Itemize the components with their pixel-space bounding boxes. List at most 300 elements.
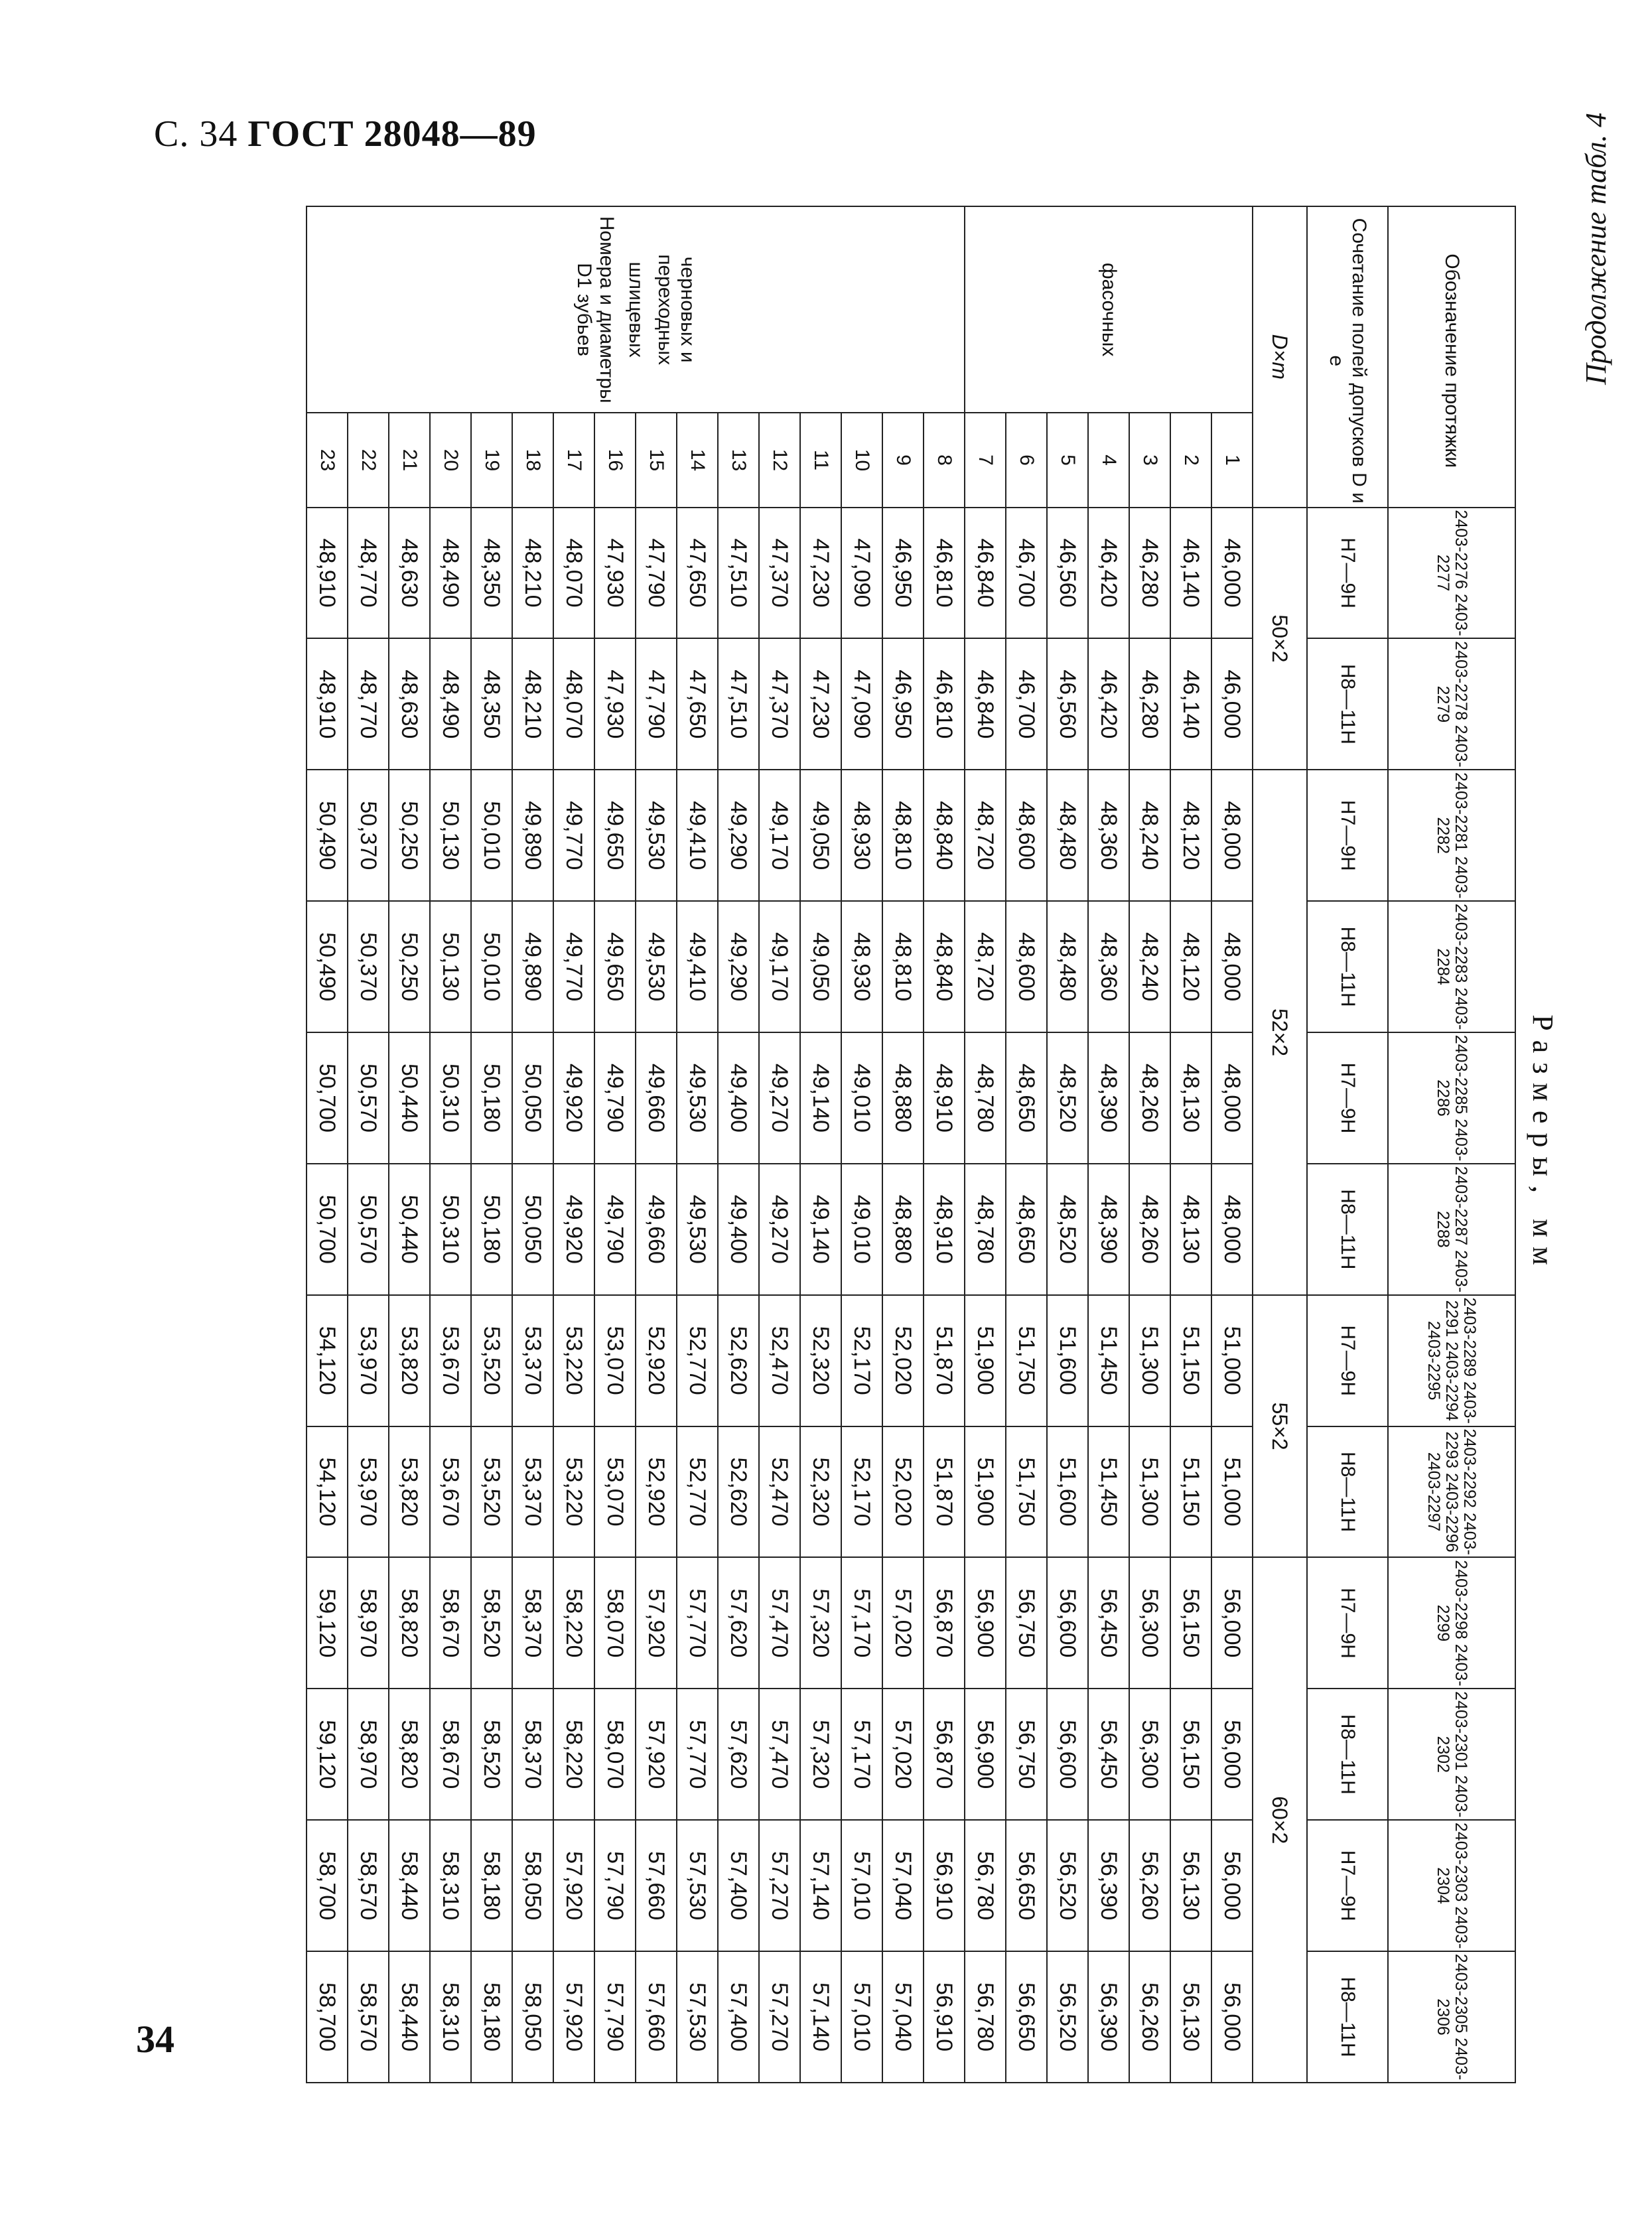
value-cell: 52,320 [800,1426,841,1558]
row-number: 1 [1211,413,1253,507]
value-cell: 52,170 [841,1426,882,1558]
value-cell: 48,780 [965,1164,1006,1295]
value-cell: 58,370 [512,1689,553,1820]
value-cell: 56,260 [1129,1820,1170,1951]
value-cell: 56,910 [924,1951,965,2083]
code-cell: 2403-2285 2403-2286 [1388,1032,1515,1164]
value-cell: 56,390 [1088,1820,1129,1951]
value-cell: 48,260 [1129,1164,1170,1295]
group-label-rough-text: черновых и переходных [654,254,699,366]
value-cell: 47,230 [800,638,841,770]
value-cell: 58,520 [471,1689,512,1820]
code-cell: 2403-2292 2403-2293 2403-2296 2403-2297 [1388,1426,1515,1558]
value-cell: 48,070 [553,508,594,639]
value-cell: 48,880 [882,1032,924,1164]
table-row [636,206,677,2083]
value-cell: 48,120 [1170,901,1211,1032]
value-cell: 49,530 [677,1164,718,1295]
value-cell: 58,070 [594,1557,636,1689]
table-row [1088,206,1129,2083]
value-cell: 50,180 [471,1032,512,1164]
value-cell: 57,140 [800,1951,841,2083]
value-cell: 51,900 [965,1426,1006,1558]
value-cell: 56,450 [1088,1689,1129,1820]
value-cell: 48,360 [1088,770,1129,901]
value-cell: 56,450 [1088,1557,1129,1689]
value-cell: 53,520 [471,1295,512,1426]
row-number: 7 [965,413,1006,507]
tol-cell: H7—9H [1307,1557,1388,1689]
value-cell: 53,820 [389,1295,430,1426]
value-cell: 50,180 [471,1164,512,1295]
value-cell: 56,300 [1129,1689,1170,1820]
value-cell: 56,900 [965,1689,1006,1820]
value-cell: 57,020 [882,1557,924,1689]
value-cell: 46,420 [1088,638,1129,770]
table-row [677,206,718,2083]
value-cell: 47,650 [677,508,718,639]
value-cell: 48,910 [924,1032,965,1164]
value-cell: 48,630 [389,508,430,639]
value-cell: 49,650 [594,770,636,901]
header-doc: ГОСТ 28048—89 [247,113,537,155]
value-cell: 48,350 [471,638,512,770]
value-cell: 46,840 [965,508,1006,639]
value-cell: 58,180 [471,1820,512,1951]
table-row [307,206,348,2083]
row-number: 23 [307,413,348,507]
table-row [1006,206,1047,2083]
value-cell: 57,790 [594,1951,636,2083]
table-row [512,206,553,2083]
value-cell: 51,150 [1170,1426,1211,1558]
value-cell: 48,720 [965,770,1006,901]
value-cell: 48,810 [882,901,924,1032]
group-label-spline-text: шлицевых [625,261,647,358]
code-cell: 2403-2305 2403-2306 [1388,1951,1515,2083]
value-cell: 58,570 [348,1951,389,2083]
row-number: 18 [512,413,553,507]
value-cell: 48,840 [924,901,965,1032]
group-label-main-text: Номера и диаметры D1 зубьев [573,216,618,403]
value-cell: 57,790 [594,1820,636,1951]
page-number: 34 [136,2018,174,2061]
value-cell: 49,010 [841,1164,882,1295]
value-cell: 48,600 [1006,901,1047,1032]
value-cell: 47,790 [636,508,677,639]
value-cell: 59,120 [307,1557,348,1689]
code-cell: 2403-2303 2403-2304 [1388,1820,1515,1951]
value-cell: 48,390 [1088,1164,1129,1295]
value-cell: 49,170 [759,901,800,1032]
rotated-table-area [199,206,1569,2083]
value-cell: 58,220 [553,1689,594,1820]
row-number: 22 [348,413,389,507]
value-cell: 53,220 [553,1426,594,1558]
value-cell: 48,210 [512,638,553,770]
value-cell: 49,770 [553,901,594,1032]
value-cell: 47,930 [594,638,636,770]
value-cell: 49,290 [718,770,759,901]
value-cell: 51,450 [1088,1426,1129,1558]
value-cell: 52,320 [800,1295,841,1426]
value-cell: 46,140 [1170,508,1211,639]
group-label-chamfer: фасочных [965,206,1253,413]
value-cell: 57,770 [677,1557,718,1689]
value-cell: 52,620 [718,1295,759,1426]
value-cell: 57,770 [677,1689,718,1820]
size-cell: 55×2 [1253,1295,1307,1558]
value-cell: 49,050 [800,770,841,901]
value-cell: 53,520 [471,1426,512,1558]
value-cell: 48,720 [965,901,1006,1032]
value-cell: 48,350 [471,508,512,639]
tol-cell: H8—11H [1307,1689,1388,1820]
value-cell: 50,130 [430,901,471,1032]
row-number: 14 [677,413,718,507]
value-cell: 57,470 [759,1557,800,1689]
value-cell: 46,280 [1129,638,1170,770]
size-cell: 60×2 [1253,1557,1307,2083]
value-cell: 56,870 [924,1689,965,1820]
value-cell: 57,040 [882,1820,924,1951]
value-cell: 56,130 [1170,1951,1211,2083]
value-cell: 51,000 [1211,1426,1253,1558]
value-cell: 49,270 [759,1164,800,1295]
value-cell: 50,570 [348,1032,389,1164]
value-cell: 57,920 [636,1557,677,1689]
value-cell: 58,570 [348,1820,389,1951]
value-cell: 57,620 [718,1557,759,1689]
value-cell: 49,290 [718,901,759,1032]
value-cell: 46,140 [1170,638,1211,770]
value-cell: 48,910 [307,508,348,639]
value-cell: 50,490 [307,901,348,1032]
value-cell: 48,000 [1211,1164,1253,1295]
value-cell: 58,220 [553,1557,594,1689]
value-cell: 56,520 [1047,1951,1088,2083]
code-cell: 2403-2278 2403-2279 [1388,638,1515,770]
value-cell: 58,070 [594,1689,636,1820]
value-cell: 52,470 [759,1295,800,1426]
value-cell: 50,050 [512,1164,553,1295]
table-row [965,206,1006,2083]
value-cell: 49,890 [512,901,553,1032]
value-cell: 47,510 [718,638,759,770]
value-cell: 56,390 [1088,1951,1129,2083]
tolerance-row [1307,206,1388,2083]
value-cell: 49,410 [677,901,718,1032]
row-number: 12 [759,413,800,507]
value-cell: 51,300 [1129,1426,1170,1558]
value-cell: 48,520 [1047,1164,1088,1295]
value-cell: 53,220 [553,1295,594,1426]
value-cell: 47,930 [594,508,636,639]
value-cell: 58,520 [471,1557,512,1689]
value-cell: 48,390 [1088,1032,1129,1164]
value-cell: 56,130 [1170,1820,1211,1951]
value-cell: 50,310 [430,1164,471,1295]
value-cell: 56,000 [1211,1689,1253,1820]
value-cell: 56,300 [1129,1557,1170,1689]
value-cell: 51,870 [924,1426,965,1558]
value-cell: 58,970 [348,1557,389,1689]
value-cell: 49,530 [636,770,677,901]
value-cell: 48,630 [389,638,430,770]
value-cell: 58,050 [512,1820,553,1951]
value-cell: 57,270 [759,1951,800,2083]
value-cell: 51,000 [1211,1295,1253,1426]
row-number: 4 [1088,413,1129,507]
value-cell: 58,370 [512,1557,553,1689]
value-cell: 57,010 [841,1951,882,2083]
value-cell: 49,890 [512,770,553,901]
value-cell: 51,600 [1047,1295,1088,1426]
row-number: 8 [924,413,965,507]
value-cell: 49,140 [800,1032,841,1164]
value-cell: 53,670 [430,1426,471,1558]
table-row [882,206,924,2083]
value-cell: 49,530 [677,1032,718,1164]
value-cell: 51,150 [1170,1295,1211,1426]
value-cell: 48,130 [1170,1164,1211,1295]
tol-cell: H8—11H [1307,638,1388,770]
value-cell: 58,440 [389,1951,430,2083]
sizes-table [306,206,1516,2083]
row-number: 19 [471,413,512,507]
tol-cell: H8—11H [1307,1951,1388,2083]
value-cell: 50,010 [471,770,512,901]
code-cell: 2403-2281 2403-2282 [1388,770,1515,901]
value-cell: 50,250 [389,901,430,1032]
row-number: 16 [594,413,636,507]
value-cell: 50,490 [307,770,348,901]
table-row [348,206,389,2083]
value-cell: 57,920 [636,1689,677,1820]
value-cell: 56,000 [1211,1951,1253,2083]
value-cell: 46,810 [924,508,965,639]
value-cell: 53,370 [512,1426,553,1558]
value-cell: 47,510 [718,508,759,639]
value-cell: 46,560 [1047,508,1088,639]
table-row [594,206,636,2083]
value-cell: 46,000 [1211,508,1253,639]
value-cell: 58,700 [307,1820,348,1951]
tol-cell: H7—9H [1307,1032,1388,1164]
value-cell: 51,900 [965,1295,1006,1426]
size-row [1253,206,1307,2083]
tol-cell: H7—9H [1307,1295,1388,1426]
value-cell: 57,530 [677,1820,718,1951]
row-number: 20 [430,413,471,507]
value-cell: 48,000 [1211,901,1253,1032]
value-cell: 51,750 [1006,1426,1047,1558]
value-cell: 51,870 [924,1295,965,1426]
value-cell: 57,170 [841,1557,882,1689]
value-cell: 53,970 [348,1295,389,1426]
code-cell: 2403-2287 2403-2288 [1388,1164,1515,1295]
value-cell: 56,150 [1170,1557,1211,1689]
value-cell: 56,600 [1047,1557,1088,1689]
value-cell: 56,780 [965,1820,1006,1951]
value-cell: 49,400 [718,1032,759,1164]
value-cell: 46,280 [1129,508,1170,639]
table-row [1129,206,1170,2083]
value-cell: 51,300 [1129,1295,1170,1426]
value-cell: 57,170 [841,1689,882,1820]
table-row [1047,206,1088,2083]
value-cell: 53,970 [348,1426,389,1558]
value-cell: 48,120 [1170,770,1211,901]
value-cell: 57,660 [636,1951,677,2083]
value-cell: 50,010 [471,901,512,1032]
value-cell: 52,620 [718,1426,759,1558]
value-cell: 47,790 [636,638,677,770]
value-cell: 57,270 [759,1820,800,1951]
row-number: 6 [1006,413,1047,507]
value-cell: 57,620 [718,1689,759,1820]
value-cell: 50,310 [430,1032,471,1164]
value-cell: 48,910 [924,1164,965,1295]
value-cell: 48,490 [430,638,471,770]
value-cell: 57,530 [677,1951,718,2083]
value-cell: 56,650 [1006,1951,1047,2083]
value-cell: 57,320 [800,1689,841,1820]
tol-cell: H7—9H [1307,770,1388,901]
value-cell: 46,840 [965,638,1006,770]
value-cell: 52,770 [677,1426,718,1558]
designation-row [1388,206,1515,2083]
value-cell: 48,260 [1129,1032,1170,1164]
value-cell: 49,770 [553,770,594,901]
value-cell: 47,370 [759,508,800,639]
table-row [841,206,882,2083]
value-cell: 56,260 [1129,1951,1170,2083]
value-cell: 46,000 [1211,638,1253,770]
value-cell: 50,370 [348,770,389,901]
value-cell: 49,140 [800,1164,841,1295]
value-cell: 51,600 [1047,1426,1088,1558]
value-cell: 49,170 [759,770,800,901]
value-cell: 50,700 [307,1164,348,1295]
value-cell: 48,000 [1211,770,1253,901]
size-cell: 50×2 [1253,508,1307,770]
value-cell: 58,050 [512,1951,553,2083]
value-cell: 56,750 [1006,1557,1047,1689]
code-cell: 2403-2289 2403-2291 2403-2294 2403-2295 [1388,1295,1515,1426]
value-cell: 56,600 [1047,1689,1088,1820]
table-row [471,206,512,2083]
value-cell: 50,440 [389,1032,430,1164]
value-cell: 46,420 [1088,508,1129,639]
value-cell: 46,560 [1047,638,1088,770]
value-cell: 49,530 [636,901,677,1032]
row-number: 9 [882,413,924,507]
designation-label: Обозначение протяжки [1388,206,1515,508]
value-cell: 58,820 [389,1689,430,1820]
code-cell: 2403-2301 2403-2302 [1388,1689,1515,1820]
value-cell: 48,650 [1006,1164,1047,1295]
value-cell: 52,170 [841,1295,882,1426]
value-cell: 54,120 [307,1426,348,1558]
dxm-label: D×m [1253,206,1307,508]
row-number: 11 [800,413,841,507]
table-row [718,206,759,2083]
value-cell: 48,130 [1170,1032,1211,1164]
table-body [307,206,1253,2083]
value-cell: 46,700 [1006,638,1047,770]
value-cell: 58,670 [430,1557,471,1689]
value-cell: 56,900 [965,1557,1006,1689]
tol-cell: H8—11H [1307,1426,1388,1558]
value-cell: 56,520 [1047,1820,1088,1951]
value-cell: 48,910 [307,638,348,770]
value-cell: 50,700 [307,1032,348,1164]
value-cell: 56,000 [1211,1820,1253,1951]
value-cell: 48,770 [348,508,389,639]
value-cell: 57,400 [718,1820,759,1951]
value-cell: 48,240 [1129,770,1170,901]
value-cell: 48,490 [430,508,471,639]
value-cell: 48,650 [1006,1032,1047,1164]
value-cell: 52,920 [636,1295,677,1426]
value-cell: 49,920 [553,1032,594,1164]
tol-cell: H8—11H [1307,1164,1388,1295]
value-cell: 52,920 [636,1426,677,1558]
value-cell: 58,820 [389,1557,430,1689]
row-number: 5 [1047,413,1088,507]
value-cell: 52,470 [759,1426,800,1558]
value-cell: 56,870 [924,1557,965,1689]
row-number: 10 [841,413,882,507]
table-row [800,206,841,2083]
row-number: 17 [553,413,594,507]
value-cell: 54,120 [307,1295,348,1426]
group-label-rough [307,206,965,413]
row-number: 2 [1170,413,1211,507]
value-cell: 57,470 [759,1689,800,1820]
row-number: 15 [636,413,677,507]
table-row [924,206,965,2083]
tol-cell: H7—9H [1307,1820,1388,1951]
value-cell: 52,020 [882,1295,924,1426]
value-cell: 57,400 [718,1951,759,2083]
value-cell: 57,920 [553,1951,594,2083]
value-cell: 58,970 [348,1689,389,1820]
value-cell: 47,090 [841,508,882,639]
value-cell: 47,090 [841,638,882,770]
value-cell: 49,410 [677,770,718,901]
value-cell: 53,670 [430,1295,471,1426]
value-cell: 48,520 [1047,1032,1088,1164]
value-cell: 48,480 [1047,901,1088,1032]
value-cell: 49,660 [636,1032,677,1164]
value-cell: 48,480 [1047,770,1088,901]
value-cell: 57,920 [553,1820,594,1951]
value-cell: 48,210 [512,508,553,639]
value-cell: 52,770 [677,1295,718,1426]
value-cell: 49,650 [594,901,636,1032]
value-cell: 50,440 [389,1164,430,1295]
tol-cell: H7—9H [1307,508,1388,639]
value-cell: 48,780 [965,1032,1006,1164]
value-cell: 49,270 [759,1032,800,1164]
value-cell: 49,050 [800,901,841,1032]
value-cell: 58,440 [389,1820,430,1951]
value-cell: 56,650 [1006,1820,1047,1951]
value-cell: 46,700 [1006,508,1047,639]
code-cell: 2403-2283 2403-2284 [1388,901,1515,1032]
